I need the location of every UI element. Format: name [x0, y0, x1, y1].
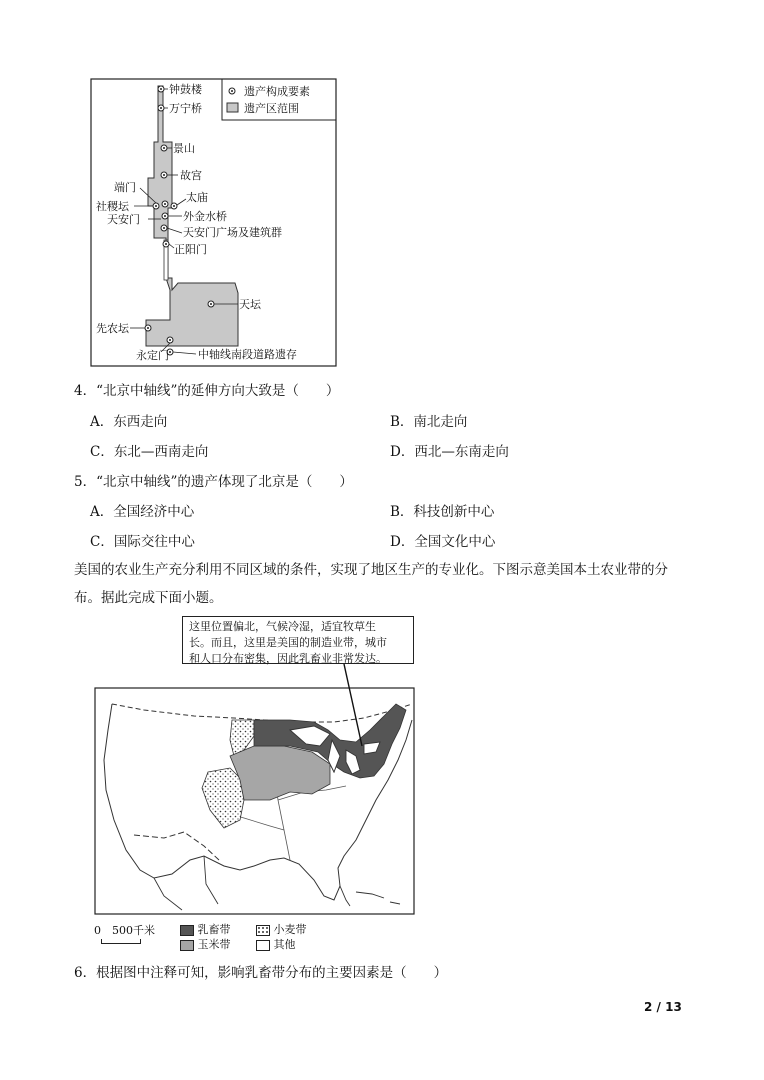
q5-option-a[interactable]: A．全国经济中心 [90, 504, 195, 520]
map2-legend [180, 919, 340, 951]
label-tiantan: 天坛 [239, 298, 261, 311]
legend-wheat-label: 小麦带 [273, 923, 307, 936]
legend-dairy-label: 乳畜带 [197, 923, 231, 936]
q4-option-b[interactable]: B．南北走向 [390, 414, 468, 430]
legend-other [256, 936, 296, 952]
label-duanmen: 端门 [114, 181, 136, 194]
q4-option-c[interactable]: C．东北—西南走向 [90, 444, 209, 460]
q4-option-a[interactable]: A．东西走向 [90, 414, 168, 430]
scale-bar [101, 939, 141, 944]
q6-stem: 6．根据图中注释可知，影响乳畜带分布的主要因素是（ ） [74, 965, 448, 981]
page-number: 2 / 13 [644, 1000, 682, 1014]
dairy-swatch [180, 925, 194, 936]
label-tiananmen: 天安门 [107, 213, 140, 226]
q4-stem: 4．“北京中轴线”的延伸方向大致是（ ） [74, 383, 340, 399]
q5-option-b[interactable]: B．科技创新中心 [390, 504, 495, 520]
label-zhengyangmen: 正阳门 [174, 243, 207, 256]
map2-scale [94, 922, 174, 944]
q5-option-c[interactable]: C．国际交往中心 [90, 534, 195, 550]
corn-belt [230, 746, 330, 800]
annotation-line-3: 和人口分布密集，因此乳畜业非常发达。 [189, 652, 387, 665]
label-jingshan: 景山 [173, 142, 195, 155]
legend-element-label: 遗产构成要素 [244, 85, 310, 98]
label-xiannongtan: 先农坛 [96, 322, 129, 335]
q4-option-d[interactable]: D．西北—东南走向 [390, 444, 509, 460]
legend-dairy [180, 921, 231, 937]
legend-other-label: 其他 [273, 938, 296, 951]
label-zhonggulou: 钟鼓楼 [169, 83, 202, 96]
q5-stem: 5．“北京中轴线”的遗产体现了北京是（ ） [74, 474, 353, 490]
legend-area-label: 遗产区范围 [244, 102, 299, 115]
annotation-line-2: 长。而且，这里是美国的制造业带，城市 [189, 636, 387, 649]
label-wanningqiao: 万宁桥 [169, 102, 202, 115]
label-taimiao: 太庙 [186, 191, 208, 204]
other-swatch [256, 940, 270, 951]
us-agriculture-map [94, 660, 416, 920]
beijing-axis-map [90, 78, 338, 368]
wheat-swatch [256, 925, 270, 936]
scale-label: 0 500千米 [94, 924, 155, 937]
label-tiananmen-square: 天安门广场及建筑群 [183, 226, 282, 239]
intro-line-1: 美国的农业生产充分利用不同区域的条件，实现了地区生产的专业化。下图示意美国本土农业带的分 [74, 562, 668, 578]
label-waijinshuiqiao: 外金水桥 [183, 210, 227, 223]
label-south-road: 中轴线南段道路遗存 [198, 348, 297, 361]
us-agri-intro [74, 556, 714, 612]
q5-option-d[interactable]: D．全国文化中心 [390, 534, 496, 550]
map2-annotation-box [182, 616, 414, 664]
legend-corn-label: 玉米带 [197, 938, 231, 951]
intro-line-2: 布。据此完成下面小题。 [74, 590, 223, 606]
label-gugong: 故宫 [180, 169, 202, 182]
corn-swatch [180, 940, 194, 951]
legend-corn [180, 936, 231, 952]
annotation-line-1: 这里位置偏北，气候冷湿，适宜牧草生 [189, 620, 376, 633]
label-shejitan: 社稷坛 [96, 200, 129, 213]
label-yongdingmen: 永定门 [136, 349, 169, 362]
legend-wheat [256, 921, 307, 937]
